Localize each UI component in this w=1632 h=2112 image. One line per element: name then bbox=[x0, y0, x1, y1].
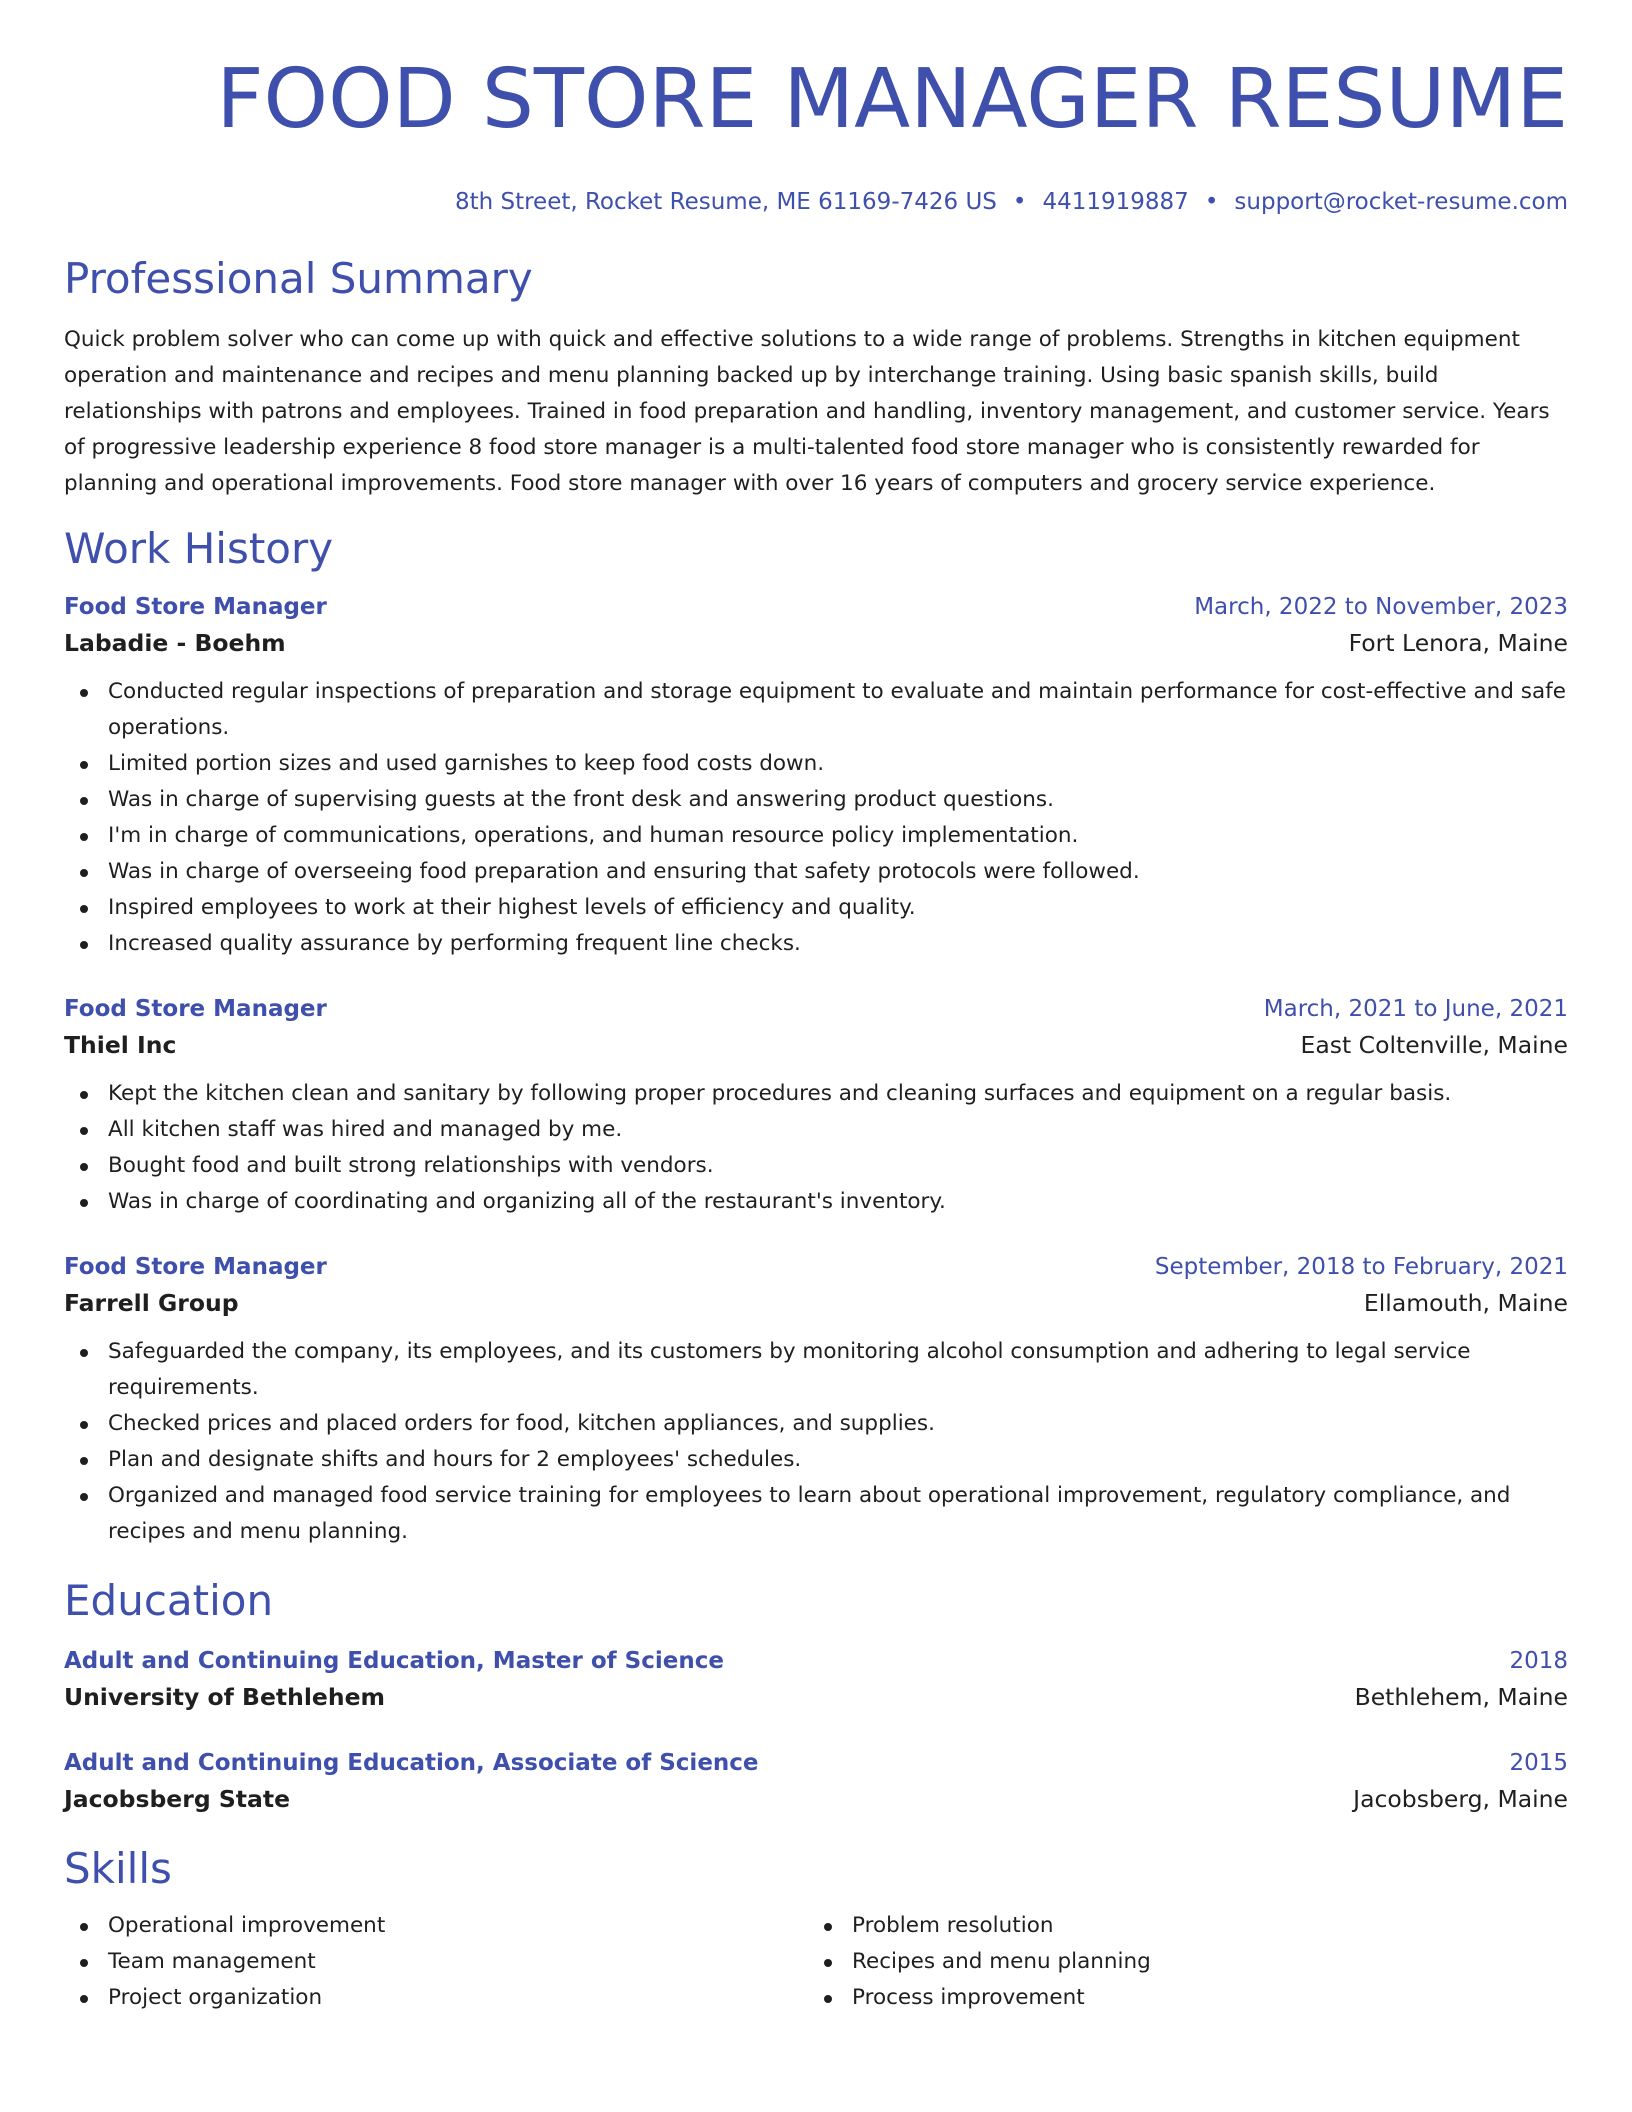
education-degree: Adult and Continuing Education, Associate of Science bbox=[64, 1750, 759, 1776]
job-entry bbox=[64, 1250, 1568, 1550]
job-bullet: Was in charge of overseeing food preparation and ensuring that safety protocols were followed. bbox=[64, 854, 1568, 890]
job-bullet: Checked prices and placed orders for food, kitchen appliances, and supplies. bbox=[64, 1406, 1568, 1442]
job-title-row bbox=[64, 1250, 1568, 1284]
job-bullet: Bought food and built strong relationships with vendors. bbox=[64, 1148, 1568, 1184]
summary-heading: Professional Summary bbox=[64, 254, 533, 303]
education-school: Jacobsberg State bbox=[64, 1785, 291, 1813]
job-title-row bbox=[64, 590, 1568, 624]
resume-header bbox=[64, 50, 1568, 216]
contact-phone: 4411919887 bbox=[1042, 189, 1189, 215]
job-bullets bbox=[64, 1076, 1568, 1220]
skill-item: Project organization bbox=[64, 1980, 816, 2016]
skills-heading: Skills bbox=[64, 1844, 172, 1893]
job-company-row bbox=[64, 624, 1568, 662]
education-location: Bethlehem, Maine bbox=[1354, 1683, 1568, 1711]
education-school-row bbox=[64, 1780, 1568, 1818]
education-degree-row bbox=[64, 1746, 1568, 1780]
job-bullets bbox=[64, 674, 1568, 962]
job-bullet: Kept the kitchen clean and sanitary by following proper procedures and cleaning surfaces and equipment on a regular basis. bbox=[64, 1076, 1568, 1112]
education-entry bbox=[64, 1746, 1568, 1818]
job-bullet: Organized and managed food service training for employees to learn about operational improvement, regulatory compliance, and recipes and menu planning. bbox=[64, 1478, 1568, 1550]
education-school-row bbox=[64, 1678, 1568, 1716]
job-dates: March, 2021 to June, 2021 bbox=[1263, 996, 1568, 1022]
job-company: Thiel Inc bbox=[64, 1031, 177, 1059]
job-company-row bbox=[64, 1284, 1568, 1322]
job-bullet: Inspired employees to work at their highest levels of efficiency and quality. bbox=[64, 890, 1568, 926]
job-location: Ellamouth, Maine bbox=[1363, 1289, 1568, 1317]
education-year: 2015 bbox=[1509, 1750, 1568, 1776]
education-location: Jacobsberg, Maine bbox=[1353, 1785, 1568, 1813]
job-bullet: Was in charge of supervising guests at the front desk and answering product questions. bbox=[64, 782, 1568, 818]
education-degree-row bbox=[64, 1644, 1568, 1678]
resume-title: FOOD STORE MANAGER RESUME bbox=[216, 52, 1568, 147]
job-dates: March, 2022 to November, 2023 bbox=[1194, 594, 1568, 620]
job-bullet: Safeguarded the company, its employees, and its customers by monitoring alcohol consumption and adhering to legal service requirements. bbox=[64, 1334, 1568, 1406]
skills-bullets bbox=[816, 1908, 1568, 2016]
work-history-heading: Work History bbox=[64, 524, 334, 573]
skill-item: Team management bbox=[64, 1944, 816, 1980]
skill-item: Recipes and menu planning bbox=[816, 1944, 1568, 1980]
job-bullet: I'm in charge of communications, operations, and human resource policy implementation. bbox=[64, 818, 1568, 854]
job-bullet: Plan and designate shifts and hours for 2 employees' schedules. bbox=[64, 1442, 1568, 1478]
contact-separator: • bbox=[1204, 189, 1219, 215]
contact-separator: • bbox=[1012, 189, 1027, 215]
education-year: 2018 bbox=[1509, 1648, 1568, 1674]
skills-bullets bbox=[64, 1908, 816, 2016]
job-bullet: Limited portion sizes and used garnishes to keep food costs down. bbox=[64, 746, 1568, 782]
job-bullet: Was in charge of coordinating and organizing all of the restaurant's inventory. bbox=[64, 1184, 1568, 1220]
job-company: Labadie - Boehm bbox=[64, 629, 286, 657]
job-dates: September, 2018 to February, 2021 bbox=[1154, 1254, 1568, 1280]
job-bullet: Conducted regular inspections of preparation and storage equipment to evaluate and maintain performance for cost-effective and safe operations. bbox=[64, 674, 1568, 746]
job-title: Food Store Manager bbox=[64, 594, 327, 620]
education-school: University of Bethlehem bbox=[64, 1683, 386, 1711]
job-entry bbox=[64, 590, 1568, 962]
job-bullet: All kitchen staff was hired and managed by me. bbox=[64, 1112, 1568, 1148]
skill-item: Process improvement bbox=[816, 1980, 1568, 2016]
job-bullets bbox=[64, 1334, 1568, 1550]
contact-line bbox=[64, 188, 1568, 216]
education-heading: Education bbox=[64, 1576, 274, 1625]
job-location: East Coltenville, Maine bbox=[1300, 1031, 1568, 1059]
skills-column-left bbox=[64, 1908, 816, 2016]
job-title: Food Store Manager bbox=[64, 1254, 327, 1280]
skills-list bbox=[64, 1908, 1568, 2016]
education-degree: Adult and Continuing Education, Master of Science bbox=[64, 1648, 724, 1674]
summary-text: Quick problem solver who can come up with quick and effective solutions to a wide range of problems. Strengths in kitchen equipment operation and maintenance and recipes and menu planning backed up by interchange training. Using basic spanish skills, build relationships with patrons and employees. Trained in food preparation and handling, inventory management, and customer service. Years of progressive leadership experience 8 food store manager is a multi-talented food store manager who is consistently rewarded for planning and operational improvements. Food store manager with over 16 years of computers and grocery service experience. bbox=[64, 327, 1550, 496]
education-entry bbox=[64, 1644, 1568, 1716]
contact-email: support@rocket-resume.com bbox=[1234, 189, 1568, 215]
job-company: Farrell Group bbox=[64, 1289, 239, 1317]
skill-item: Operational improvement bbox=[64, 1908, 816, 1944]
job-title-row bbox=[64, 992, 1568, 1026]
job-entry bbox=[64, 992, 1568, 1220]
contact-address: 8th Street, Rocket Resume, ME 61169-7426 US bbox=[454, 189, 997, 215]
job-title: Food Store Manager bbox=[64, 996, 327, 1022]
skills-column-right bbox=[816, 1908, 1568, 2016]
job-company-row bbox=[64, 1026, 1568, 1064]
job-bullet: Increased quality assurance by performing frequent line checks. bbox=[64, 926, 1568, 962]
skill-item: Problem resolution bbox=[816, 1908, 1568, 1944]
job-location: Fort Lenora, Maine bbox=[1348, 629, 1568, 657]
